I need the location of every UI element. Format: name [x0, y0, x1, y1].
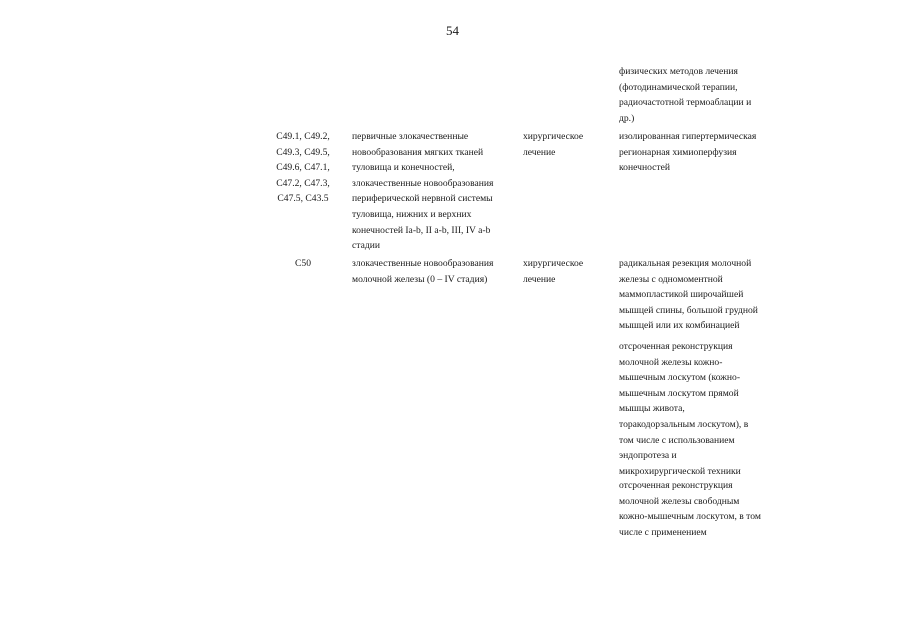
continuation-method-text: физических методов лечения (фотодинамической терапии, радиочастотной термоаблации и др.)	[619, 66, 752, 124]
row-2-treatment-type: хирургическое лечение	[523, 258, 584, 285]
row-1-diagnosis: первичные злокачественные новообразования мягких тканей туловища и конечностей, злокачественные новообразования периферической нервной системы туловища, нижних и верхних конечностей Ia-b, II a-b, III, IV a-b стадии	[352, 131, 494, 252]
row-2-diagnosis: злокачественные новообразования молочной железы (0 – IV стадия)	[352, 258, 494, 285]
row-1-codes: C49.1, C49.2, C49.3, C49.5, C49.6, C47.1, C47.2, C47.3, C47.5, C43.5	[276, 131, 330, 205]
row-1-treatment-type: хирургическое лечение	[523, 131, 584, 158]
row-2-method-2: отсроченная реконструкция молочной железы кожно- мышечным лоскутом (кожно- мышечным лоскутом прямой мышцы живота, торакодорзальным лоскутом), в том числе с использованием эндопротеза и микрохирургической техники	[619, 341, 749, 477]
row-2-method-3: отсроченная реконструкция молочной железы свободным кожно-мышечным лоскутом, в том числе с применением	[619, 480, 761, 538]
row-2-method-1: радикальная резекция молочной железы с одномоментной маммопластикой широчайшей мышцей спины, большой грудной мышцей или их комбинацией	[619, 258, 758, 332]
row-1-method-1: изолированная гипертермическая регионарная химиоперфузия конечностей	[619, 131, 757, 174]
page-number: 54	[446, 23, 459, 38]
row-2-codes: C50	[295, 258, 311, 269]
